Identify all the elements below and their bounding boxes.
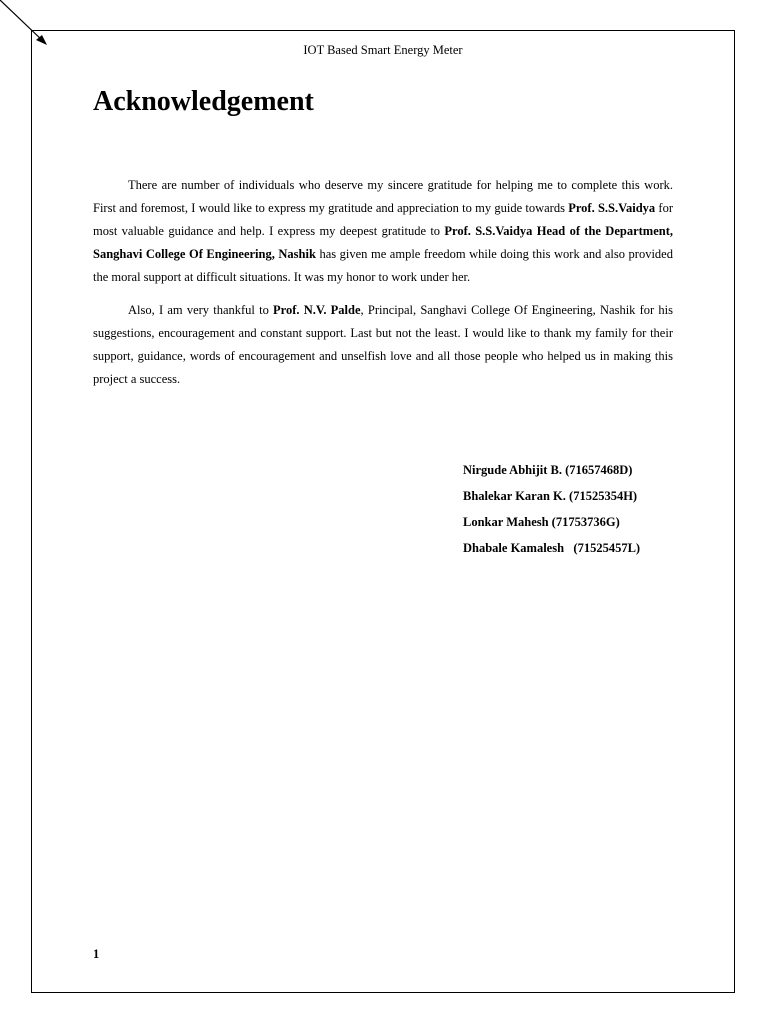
paragraph-1-text-1: There are number of individuals who deserve my sincere gratitude for helping me to complete this work. First and foremost, I would like to express my gratitude and appreciation to my guide towards	[93, 178, 673, 215]
signatory: Nirgude Abhijit B. (71657468D)	[463, 463, 633, 477]
paragraph-1-bold-1: Prof. S.S.Vaidya	[568, 201, 656, 215]
paragraph-1-text-3: has given me ample freedom while doing this work and also provided the moral support at difficult situations. It was my honor to work under her.	[93, 247, 673, 284]
paragraph-1	[93, 174, 673, 289]
signatory: Bhalekar Karan K. (71525354H)	[463, 489, 638, 503]
running-header: IOT Based Smart Energy Meter	[303, 43, 463, 57]
signatory-list	[463, 460, 640, 564]
page-number: 1	[93, 947, 100, 961]
paragraph-1-text-2: for most valuable guidance and help. I express my deepest gratitude to	[93, 201, 673, 238]
signatory: Dhabale Kamalesh (71525457L)	[463, 541, 641, 555]
page-title: Acknowledgement	[93, 86, 314, 117]
paragraph-2-text-1: Also, I am very thankful to	[128, 303, 274, 317]
paragraph-2-text-2: , Principal, Sanghavi College Of Engineering, Nashik for his suggestions, encouragement and constant support. Last but not the least. I would like to thank my family for their support, guidance, words of encouragement and unselfish love and all those people who helped us in making this project a success.	[93, 303, 674, 386]
paragraph-2-bold-1: Prof. N.V. Palde	[273, 303, 361, 317]
paragraph-1-bold-2: Prof. S.S.Vaidya Head of the Department, Sanghavi College Of Engineering, Nashik	[93, 224, 673, 261]
paragraph-2	[93, 299, 673, 391]
signatory: Lonkar Mahesh (71753736G)	[463, 515, 620, 529]
acknowledgement-body	[93, 174, 673, 401]
